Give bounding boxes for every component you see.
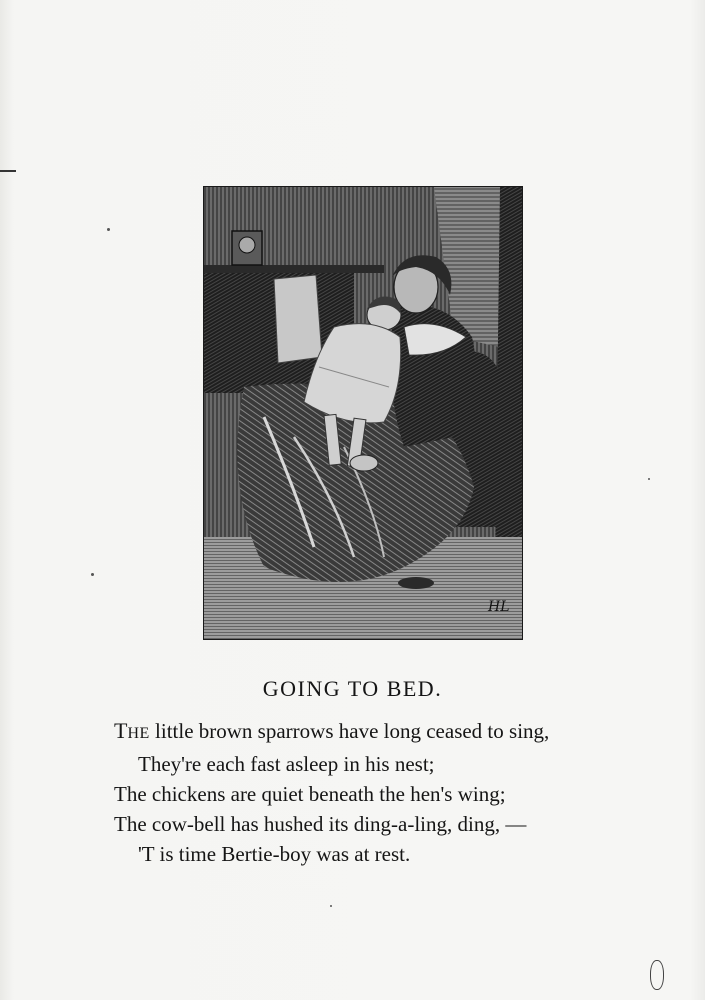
line-text: little brown sparrows have long ceased to sing,	[149, 719, 550, 743]
poem-line-3: The chickens are quiet beneath the hen's wing;	[114, 782, 506, 806]
paper-speck	[648, 478, 650, 480]
paper-speck	[107, 228, 110, 231]
artist-signature: HL	[488, 599, 510, 615]
drop-capital: T	[114, 718, 128, 743]
poem-stanza	[114, 716, 634, 869]
poem-line-2: They're each fast asleep in his nest;	[138, 752, 435, 776]
engraving-illustration	[203, 186, 523, 640]
margin-mark	[0, 170, 16, 172]
poem-line-4: The cow-bell has hushed its ding-a-ling, ding, —	[114, 812, 527, 836]
small-caps-word: HE	[127, 725, 150, 742]
paper-speck	[91, 573, 94, 576]
page-corner-mark	[650, 960, 664, 990]
poem-title: GOING TO BED.	[262, 676, 443, 701]
illustration-drawing	[204, 187, 523, 640]
paper-speck	[330, 905, 332, 907]
poem-line-1	[114, 716, 634, 749]
poem-line-5: 'T is time Bertie-boy was at rest.	[138, 842, 411, 866]
